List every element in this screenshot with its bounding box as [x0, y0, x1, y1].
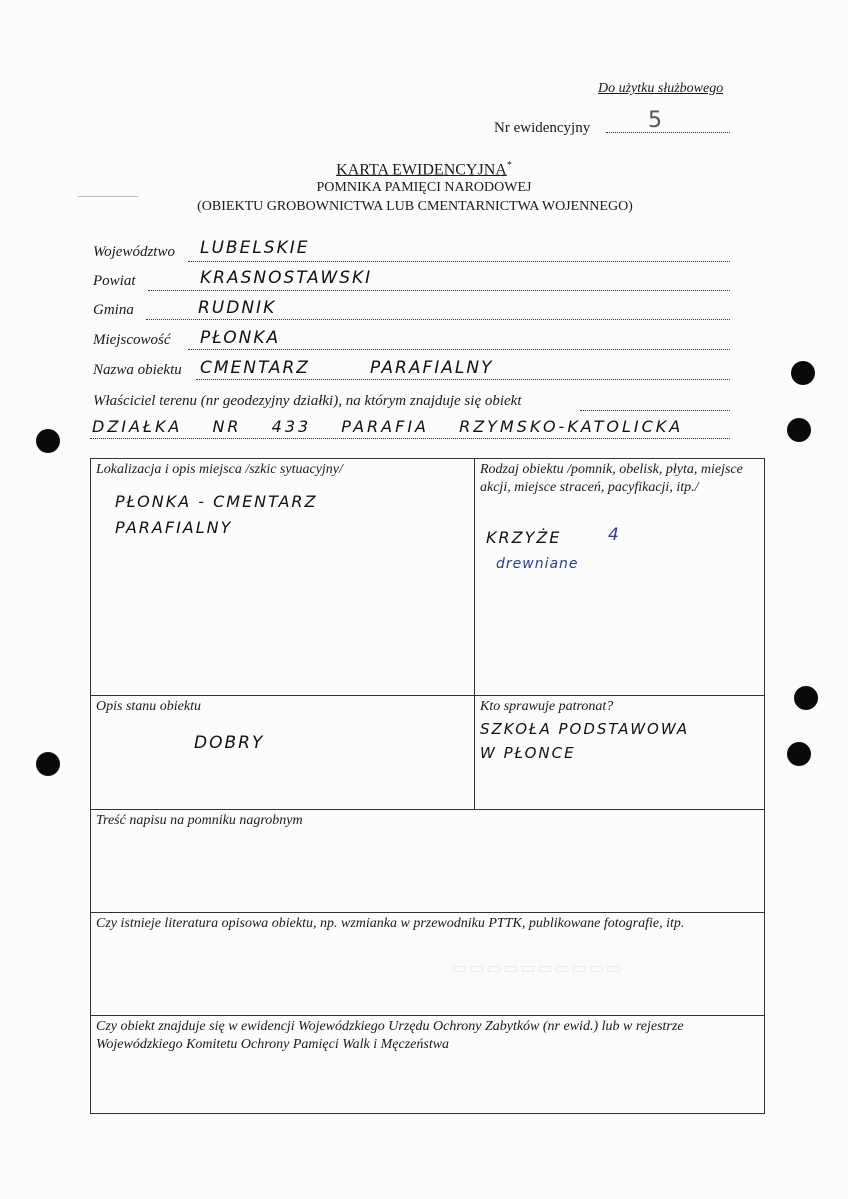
patronat-value-2: W PŁONCE	[480, 744, 576, 762]
card-subtitle-parenthetical: (OBIEKTU GROBOWNICTWA LUB CMENTARNICTWA WOJENNEGO)	[197, 199, 633, 214]
rodzaj-label: Rodzaj obiektu /pomnik, obelisk, płyta, miejsce akcji, miejsce straceń, pacyfikacji, itp./	[480, 462, 743, 495]
card-title-text: KARTA EWIDENCYJNA	[336, 161, 507, 179]
field-wojewodztwo-value: LUBELSKIE	[200, 238, 310, 258]
opis-stanu-label: Opis stanu obiektu	[96, 699, 201, 714]
field-wlasciciel-value: DZIAŁKA NR 433 PARAFIA RZYMSKO-KATOLICKA	[92, 417, 684, 436]
punch-hole	[36, 429, 60, 453]
service-use-note: Do użytku służbowego	[598, 81, 724, 96]
field-wlasciciel-line-2	[90, 438, 730, 439]
registration-number-label: Nr ewidencyjny	[494, 120, 591, 136]
literatura-label: Czy istnieje literatura opisowa obiektu, np. wzmianka w przewodniku PTTK, publikowane fotografie, itp.	[96, 916, 685, 931]
field-powiat-line	[148, 290, 730, 291]
opis-stanu-value: DOBRY	[194, 733, 265, 753]
lokalizacja-label: Lokalizacja i opis miejsca /szkic sytuacyjny/	[96, 462, 343, 477]
field-wojewodztwo-line	[188, 261, 730, 262]
field-nazwa-label: Nazwa obiektu	[93, 362, 182, 378]
field-nazwa-value-2: PARAFIALNY	[370, 358, 494, 378]
patronat-label: Kto sprawuje patronat?	[480, 699, 614, 714]
punch-hole	[791, 361, 815, 385]
patronat-value-1: SZKOŁA PODSTAWOWA	[480, 720, 690, 738]
field-miejscowosc-label: Miejscowość	[93, 332, 171, 348]
lokalizacja-value-1: PŁONKA - CMENTARZ	[115, 492, 318, 511]
registration-number-line	[606, 132, 730, 133]
punch-hole	[36, 752, 60, 776]
field-nazwa-line	[196, 379, 730, 380]
card-subtitle: POMNIKA PAMIĘCI NARODOWEJ	[316, 180, 532, 195]
field-miejscowosc-value: PŁONKA	[200, 328, 281, 348]
field-gmina-label: Gmina	[93, 302, 134, 318]
field-powiat-value: KRASNOSTAWSKI	[200, 268, 373, 288]
card-title-mark: *	[506, 160, 512, 171]
bleed-through-text: ▭▭▭▭▭▭▭▭▭▭	[452, 958, 624, 977]
field-gmina-value: RUDNIK	[198, 298, 277, 318]
rodzaj-count: 4	[608, 525, 620, 545]
punch-hole	[787, 418, 811, 442]
field-gmina-line	[146, 319, 730, 320]
lokalizacja-value-2: PARAFIALNY	[115, 518, 233, 537]
rodzaj-note: drewniane	[496, 556, 579, 572]
punch-hole	[794, 686, 818, 710]
field-miejscowosc-line	[188, 349, 730, 350]
field-powiat-label: Powiat	[93, 273, 136, 289]
ewidencja-label: Czy obiekt znajduje się w ewidencji Wojewódzkiego Urzędu Ochrony Zabytków (nr ewid.) lub w rejestrze Wojewódzkiego Komitetu Ochrony Pamięci Walk i Męczeństwa	[96, 1019, 684, 1052]
margin-mark	[78, 196, 138, 197]
registration-number-value: 5	[648, 108, 662, 133]
card-title	[0, 160, 848, 179]
field-wlasciciel-label: Właściciel terenu (nr geodezyjny działki), na którym znajduje się obiekt	[93, 393, 522, 409]
tresc-label: Treść napisu na pomniku nagrobnym	[96, 813, 303, 828]
field-wlasciciel-line	[580, 410, 730, 411]
field-nazwa-value-1: CMENTARZ	[200, 358, 310, 378]
field-wojewodztwo-label: Województwo	[93, 244, 175, 260]
punch-hole	[787, 742, 811, 766]
rodzaj-value: KRZYŻE	[486, 528, 562, 547]
